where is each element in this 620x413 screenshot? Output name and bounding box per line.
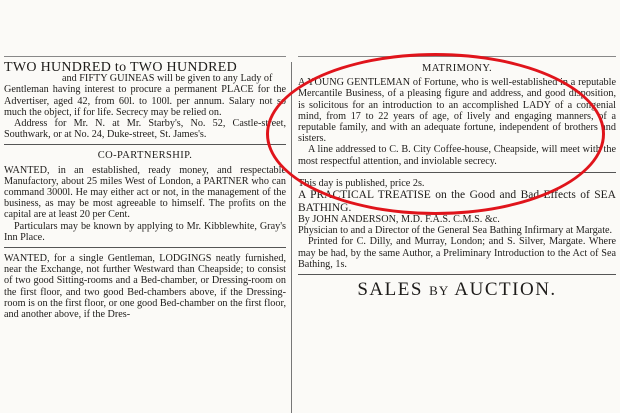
auction-word: AUCTION.: [454, 279, 557, 301]
guineas-ad-headline: TWO HUNDRED to TWO HUNDRED: [4, 60, 238, 75]
divider: [4, 144, 286, 145]
sales-word: SALES: [357, 279, 423, 301]
matrimony-reply: A line addressed to C. B. City Coffee-house, Cheapside, will meet with the most respectful attention, and inviolable secrecy.: [298, 144, 616, 167]
copartnership-title: CO-PARTNERSHIP.: [97, 150, 193, 162]
top-rule-right: [298, 56, 616, 57]
treatise-author: By JOHN ANDERSON, M.D. F.A.S. C.M.S. &c.: [298, 214, 500, 226]
copartnership-ad: [4, 150, 286, 243]
sales-by-auction-heading: [298, 279, 616, 301]
left-column: [4, 62, 286, 320]
author-role: Physician to and a Director of the General Sea Bathing Infirmary at Margate.: [298, 225, 613, 237]
matrimony-ad: [298, 63, 616, 167]
divider: [298, 274, 616, 275]
sea-bathing-ad: [298, 178, 616, 270]
copartnership-particulars: Particulars may be known by applying to Mr. Kibblewhite, Gray's Inn Place.: [4, 220, 286, 243]
guineas-ad: [4, 62, 286, 140]
lodgings-body: WANTED, for a single Gentleman, LODGINGS neatly furnished, near the Exchange, not further Westward than Cheapside; to consist of two good Sitting-rooms and a Bed-chamber, or Dressing-room on the first floor, and two good Bed-chambers above, if the Dressing-room is on the first floor, or one good Bed-chamber on the first floor, and another above, if the Dres-: [4, 253, 286, 321]
column-rule: [291, 62, 292, 413]
right-column: [298, 62, 616, 301]
guineas-ad-address: Address for Mr. N. at Mr. Starby's, No. 52, Castle-street, Southwark, or at No. 24, Duke-street, St. James's.: [4, 118, 286, 141]
lodgings-ad: [4, 253, 286, 320]
matrimony-title: MATRIMONY.: [421, 63, 493, 74]
guineas-ad-body: Gentleman having interest to procure a permanent PLACE for the Advertiser, aged 42, from 60l. to 100l. per annum. Salary not so much the object, if for life. Secrecy may be relied on.: [4, 84, 286, 118]
by-word: BY: [429, 283, 450, 299]
treatise-title: A PRACTICAL TREATISE on the Good and Bad Effects of SEA BATHING.: [298, 189, 616, 214]
divider: [4, 247, 286, 248]
top-rule-left: [4, 56, 286, 57]
printer-info: Printed for C. Dilly, and Murray, London; and S. Silver, Margate. Where may be had, by the same Author, a Preliminary Introduction to the Act of Sea Bathing, 1s.: [298, 236, 616, 270]
matrimony-body: A YOUNG GENTLEMAN of Fortune, who is well-established in a reputable Mercantile Business, of a pleasing figure and address, and good disposition, is solicitous for an introduction to an accomplished LADY of a congenial mind, from 17 to 22 years of age, of lively and engaging manners, of a reputable family, and with an adequate fortune, independent of brothers and sisters.: [298, 77, 616, 145]
publication-notice: This day is published, price 2s.: [298, 177, 425, 189]
copartnership-body: WANTED, in an established, ready money, and respectable Manufactory, about 25 miles West of London, a PARTNER who can command 3000l. He may either act or not, in the management of the business, as may be most agreeable to himself. The profits on the capital are at least 20 per Cent.: [4, 164, 286, 221]
divider: [298, 172, 616, 173]
guineas-ad-line2: and FIFTY GUINEAS will be given to any Lady of: [62, 73, 273, 85]
